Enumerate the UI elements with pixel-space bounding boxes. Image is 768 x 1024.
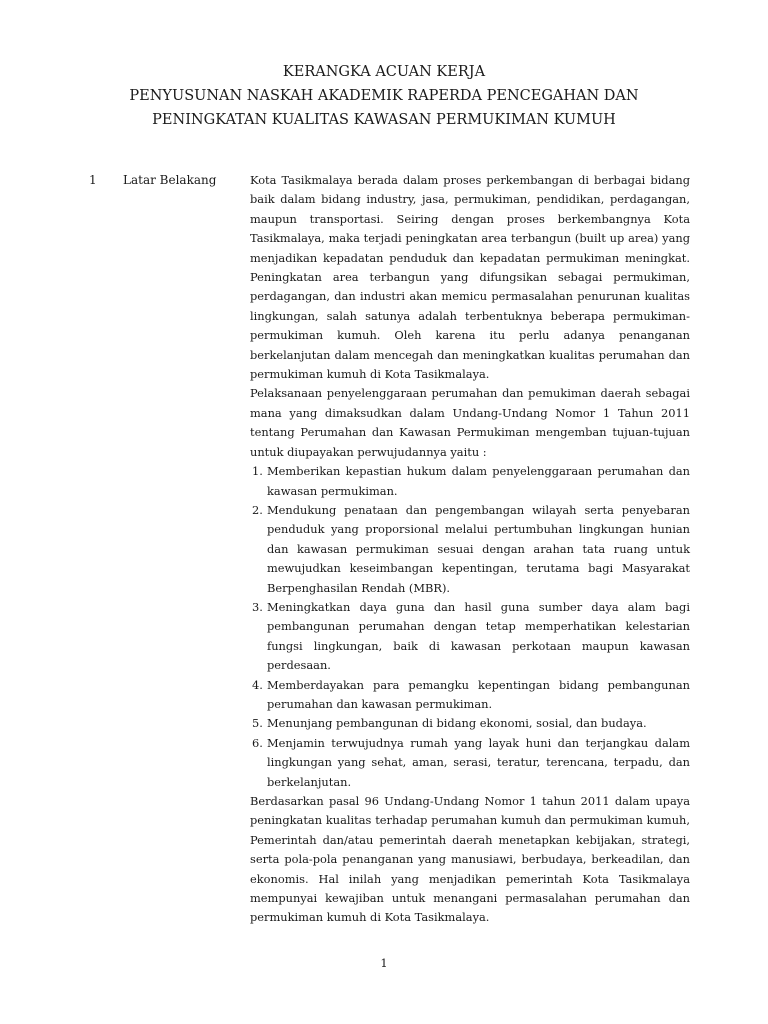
title-line-3: PENINGKATAN KUALITAS KAWASAN PERMUKIMAN KUMUH xyxy=(152,112,616,128)
objectives-list xyxy=(250,462,690,792)
list-item-number: 1. xyxy=(252,464,263,479)
section-number: 1 xyxy=(89,173,97,187)
title-line-1: KERANGKA ACUAN KERJA xyxy=(282,64,486,80)
section-body xyxy=(250,171,690,928)
list-item-text: Memberdayakan para pemangku kepentingan bidang pembangunan perumahan dan kawasan permukiman. xyxy=(267,677,690,711)
list-item xyxy=(250,501,690,598)
paragraph-article-96: Berdasarkan pasal 96 Undang-Undang Nomor 1 tahun 2011 dalam upaya peningkatan kualitas terhadap perumahan kumuh dan permukiman kumuh, Pemerintah dan/atau pemerintah daerah menetapkan kebijakan, strategi, serta pola-pola penanganan yang manusiawi, berbudaya, berkeadilan, dan ekonomis. Hal inilah yang menjadikan pemerintah Kota Tasikmalaya mempunyai kewajiban untuk menangani permasalahan perumahan dan permukiman kumuh di Kota Tasikmalaya. xyxy=(250,794,690,925)
list-item-number: 3. xyxy=(252,599,263,614)
list-item-number: 5. xyxy=(252,716,263,731)
section-heading: Latar Belakang xyxy=(123,173,217,187)
list-item-number: 2. xyxy=(252,502,263,517)
document-title xyxy=(0,60,768,132)
title-line-2: PENYUSUNAN NASKAH AKADEMIK RAPERDA PENCEGAHAN DAN xyxy=(129,88,639,104)
list-item xyxy=(250,598,690,676)
list-item-number: 4. xyxy=(252,677,263,692)
paragraph-background: Kota Tasikmalaya berada dalam proses perkembangan di berbagai bidang baik dalam bidang industry, jasa, permukiman, pendidikan, perdagangan, maupun transportasi. Seiring dengan proses berkembangnya Kota Tasikmalaya, maka terjadi peningkatan area terbangun (built up area) yang menjadikan kepadatan penduduk dan kepadatan permukiman meningkat. Peningkatan area terbangun yang difungsikan sebagai permukiman, perdagangan, dan industri akan memicu permasalahan penurunan kualitas lingkungan, salah satunya adalah terbentuknya beberapa permukiman-permukiman kumuh. Oleh karena itu perlu adanya penanganan berkelanjutan dalam mencegah dan meningkatkan kualitas perumahan dan permukiman kumuh di Kota Tasikmalaya. xyxy=(250,173,690,382)
list-item xyxy=(250,714,690,733)
list-item-text: Mendukung penataan dan pengembangan wilayah serta penyebaran penduduk yang proporsional melalui pertumbuhan lingkungan hunian dan kawasan permukiman sesuai dengan arahan tata ruang untuk mewujudkan keseimbangan kepentingan, terutama bagi Masyarakat Berpenghasilan Rendah (MBR). xyxy=(267,502,690,595)
list-item-text: Memberikan kepastian hukum dalam penyelenggaraan perumahan dan kawasan permukiman. xyxy=(267,464,690,498)
list-item-number: 6. xyxy=(252,735,263,750)
list-item-text: Menjamin terwujudnya rumah yang layak huni dan terjangkau dalam lingkungan yang sehat, aman, serasi, teratur, terencana, terpadu, dan berkelanjutan. xyxy=(267,735,690,789)
list-item xyxy=(250,734,690,792)
list-item xyxy=(250,462,690,501)
paragraph-law-reference: Pelaksanaan penyelenggaraan perumahan dan pemukiman daerah sebagai mana yang dimaksudkan dalam Undang-Undang Nomor 1 Tahun 2011 tentang Perumahan dan Kawasan Permukiman mengemban tujuan-tujuan untuk diupayakan perwujudannya yaitu : xyxy=(250,386,690,459)
page-number: 1 xyxy=(380,956,388,970)
list-item-text: Menunjang pembangunan di bidang ekonomi, sosial, dan budaya. xyxy=(267,716,647,731)
list-item xyxy=(250,676,690,715)
list-item-text: Meningkatkan daya guna dan hasil guna sumber daya alam bagi pembangunan perumahan dengan tetap memperhatikan kelestarian fungsi lingkungan, baik di kawasan perkotaan maupun kawasan perdesaan. xyxy=(267,599,690,673)
